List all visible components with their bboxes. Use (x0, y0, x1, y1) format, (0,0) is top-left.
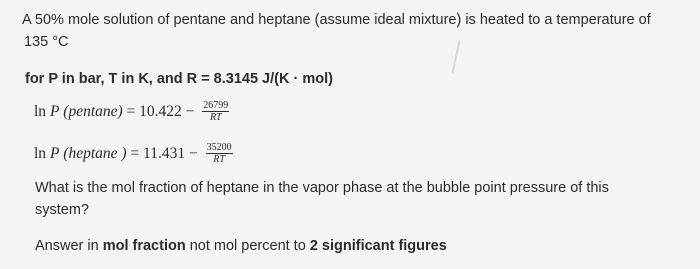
scratch-mark (451, 40, 460, 74)
eq-pentane-fraction (202, 100, 229, 123)
eq-pentane-numerator: 26799 (203, 100, 229, 111)
equation-heptane (34, 143, 233, 166)
eq-pentane-p: P (49, 103, 60, 121)
eq-pentane-constant: = 10.422 − (126, 103, 195, 121)
eq-heptane-constant: = 11.431 − (130, 145, 198, 163)
answer-mol-fraction: mol fraction (102, 238, 186, 254)
eq-heptane-denominator: RT (206, 153, 233, 165)
eq-pentane-species: (pentane) (63, 103, 123, 121)
eq-heptane-p: P (49, 145, 60, 163)
answer-sig-figs: 2 significant figures (309, 238, 447, 254)
question-line-1: What is the mol fraction of heptane in the vapor phase at the bubble point pressure of this (35, 180, 609, 196)
answer-middle: not mol percent to (185, 238, 310, 254)
answer-prefix: Answer in (35, 238, 103, 254)
units-line: for P in bar, T in K, and R = 8.3145 J/(K · mol) (25, 71, 333, 87)
eq-heptane-fraction (206, 142, 233, 165)
eq-pentane-denominator: RT (202, 111, 229, 123)
intro-line-2: 135 °C (24, 34, 69, 50)
eq-heptane-ln: ln (34, 145, 47, 163)
equation-pentane (34, 101, 229, 124)
eq-heptane-numerator: 35200 (206, 142, 232, 153)
eq-heptane-species: (heptane ) (63, 145, 127, 163)
intro-line-1: A 50% mole solution of pentane and heptane (assume ideal mixture) is heated to a temperature of (22, 12, 651, 28)
question-line-2: system? (35, 202, 89, 218)
answer-instructions (35, 238, 447, 254)
eq-pentane-ln: ln (34, 103, 47, 121)
